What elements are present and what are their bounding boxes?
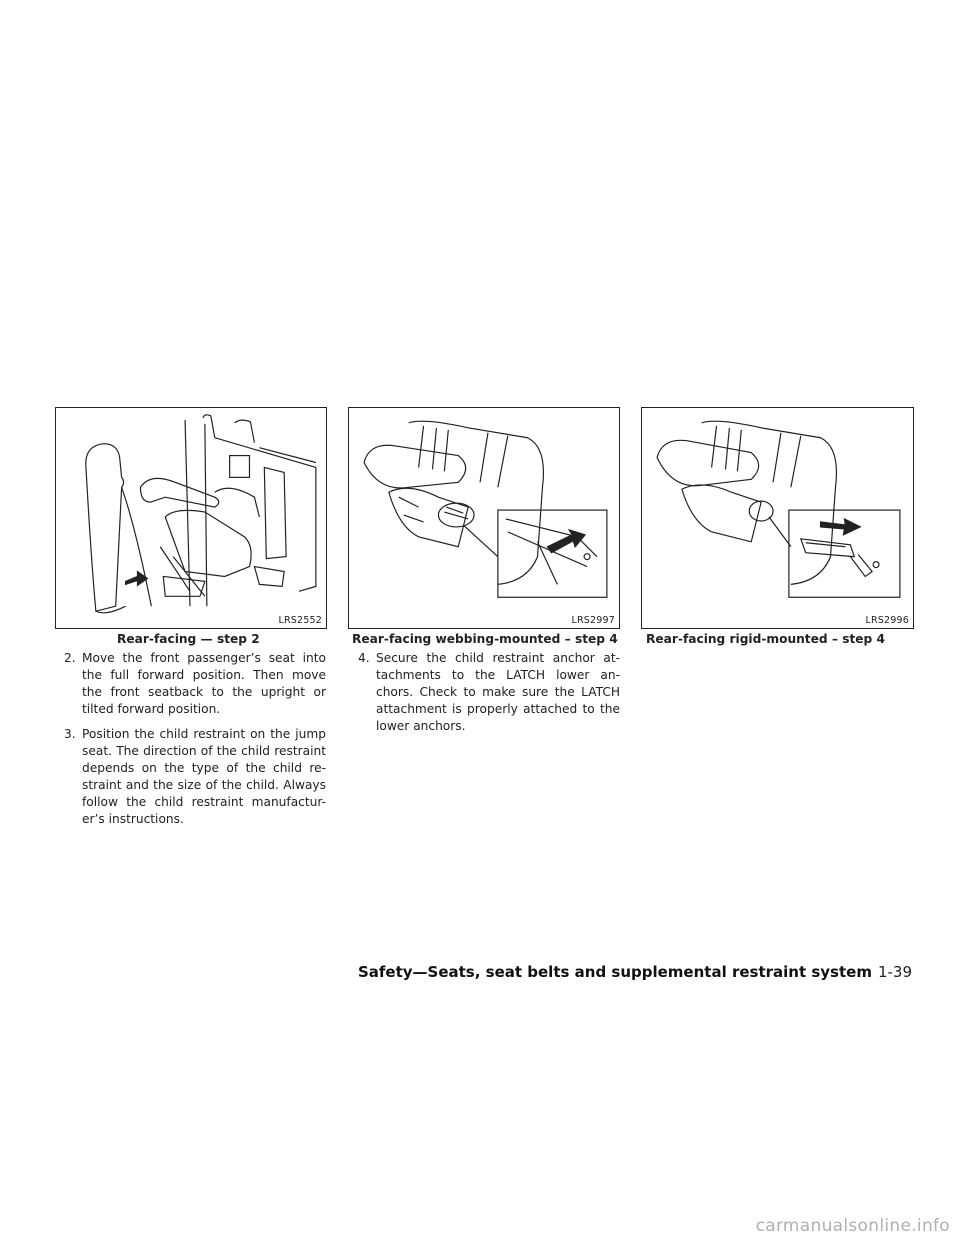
latch-rigid-illustration bbox=[642, 408, 913, 628]
seat-illustration-step-2 bbox=[56, 408, 326, 628]
step-number: 2. bbox=[64, 651, 76, 665]
step-text: Position the child restraint on the jump seat. The direction of the child restraint depends on the type of the child re-straint and the size of the child. Always follow the child restraint manufactur-er’s instructions. bbox=[82, 727, 326, 826]
section-title: Safety—Seats, seat belts and supplemental restraint system bbox=[357, 963, 872, 981]
step-text: Move the front passenger’s seat into the full forward position. Then move the front seatback to the upright or tilted forward position. bbox=[82, 651, 326, 716]
figure-caption: Rear-facing rigid-mounted – step 4 bbox=[646, 632, 886, 646]
page-number: 1-39 bbox=[877, 963, 912, 981]
latch-webbing-illustration bbox=[349, 408, 619, 628]
figure-caption: Rear-facing webbing-mounted – step 4 bbox=[352, 632, 618, 646]
figure-caption: Rear-facing — step 2 bbox=[117, 632, 260, 646]
step-item bbox=[60, 650, 326, 718]
page-footer bbox=[0, 962, 912, 981]
figure-rear-facing-step-2 bbox=[55, 407, 327, 629]
step-text: Secure the child restraint anchor at-tachments to the LATCH lower an-chors. Check to make sure the LATCH attachment is properly attached to the lower anchors. bbox=[376, 651, 620, 733]
step-number: 4. bbox=[358, 651, 370, 665]
watermark: carmanualsonline.info bbox=[755, 1216, 950, 1236]
step-item bbox=[60, 726, 326, 828]
figure-code: LRS2552 bbox=[278, 615, 322, 626]
figure-code: LRS2996 bbox=[865, 615, 909, 626]
step-item bbox=[354, 650, 620, 735]
figure-rear-facing-webbing-step-4 bbox=[348, 407, 620, 629]
figure-rear-facing-rigid-step-4 bbox=[641, 407, 914, 629]
step-number: 3. bbox=[64, 727, 76, 741]
step-list-column-2 bbox=[354, 650, 620, 743]
step-list-column-1 bbox=[60, 650, 326, 836]
figure-code: LRS2997 bbox=[571, 615, 615, 626]
